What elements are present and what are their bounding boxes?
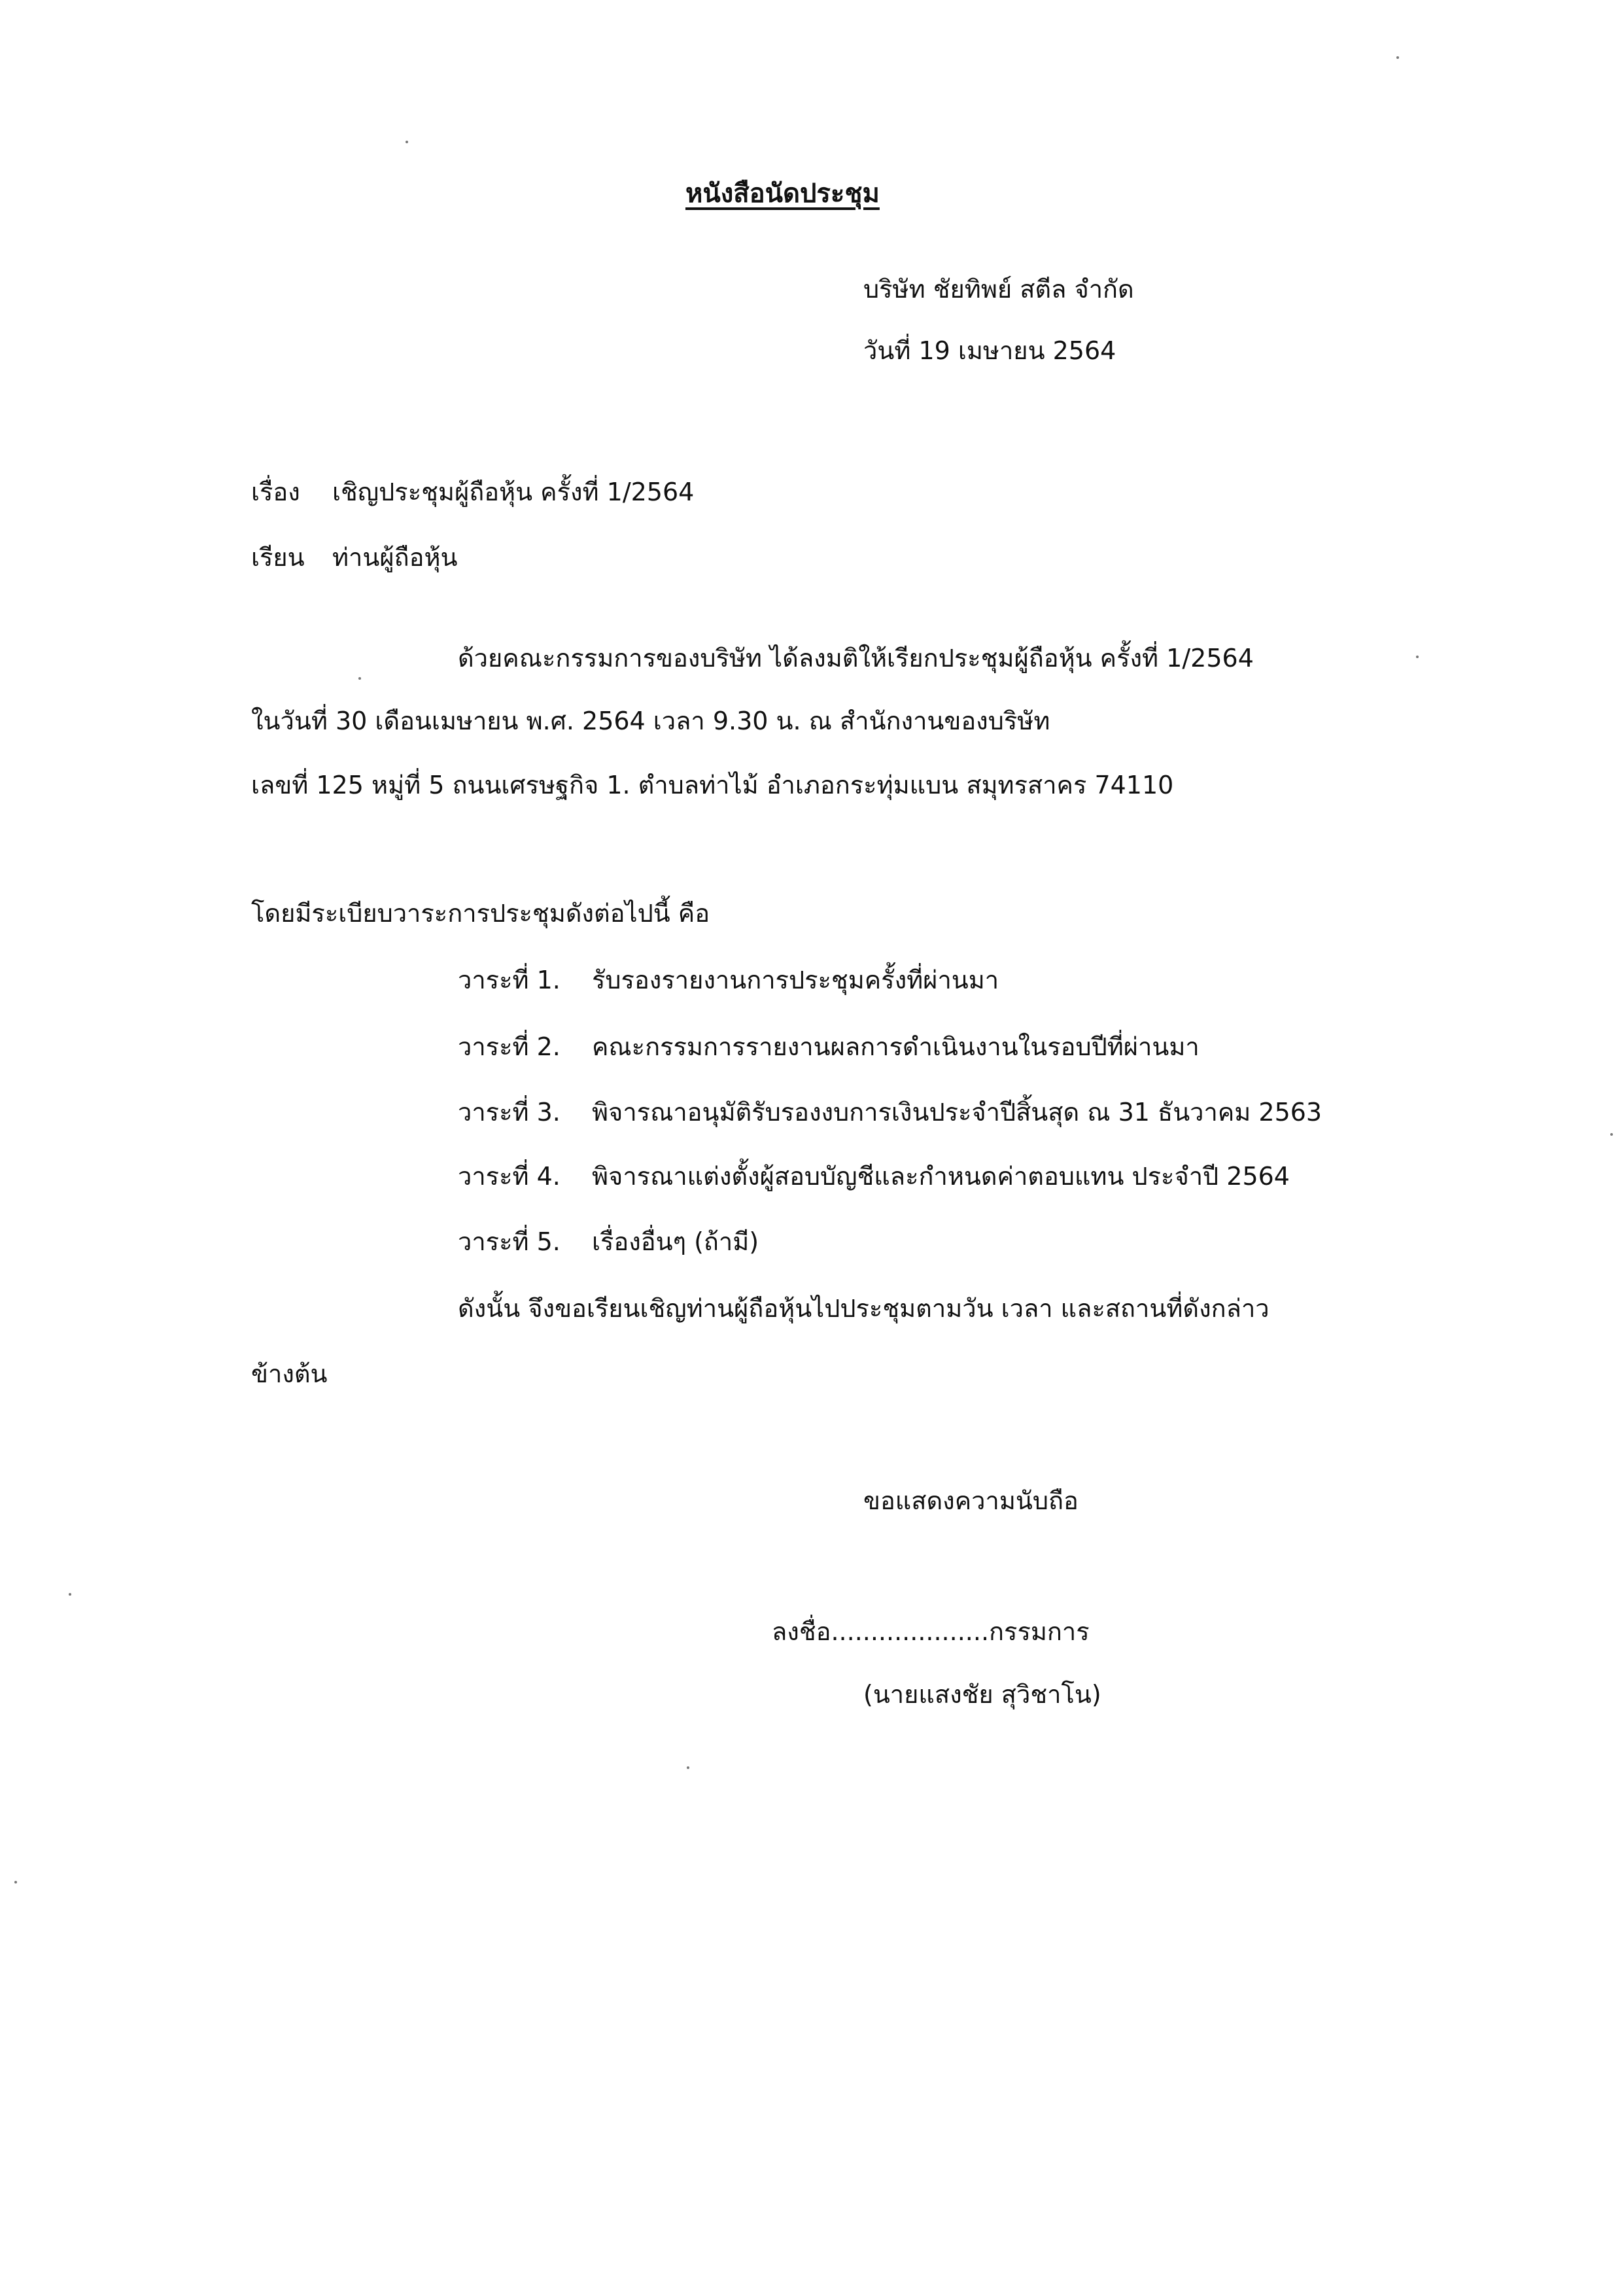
agenda-item (458, 964, 999, 996)
agenda-item (458, 1226, 759, 1257)
agenda-item-number: วาระที่ 3. (458, 1098, 561, 1127)
agenda-item (458, 1161, 1290, 1192)
signer-name: (นายแสงชัย สุวิชาโน) (863, 1680, 1101, 1709)
scan-speck (687, 1766, 689, 1769)
body-paragraph-line-2: ในวันที่ 30 เดือนเมษายน พ.ศ. 2564 เวลา 9.30 น. ณ สำนักงานของบริษัท (251, 707, 1050, 735)
document-date: วันที่ 19 เมษายน 2564 (863, 336, 1116, 365)
scan-speck (14, 1881, 17, 1883)
complimentary-close: ขอแสดงความนับถือ (863, 1486, 1079, 1515)
subject-value: เชิญประชุมผู้ถือหุ้น ครั้งที่ 1/2564 (332, 478, 695, 506)
agenda-item-text: เรื่องอื่นๆ (ถ้ามี) (592, 1227, 759, 1256)
agenda-item (458, 1096, 1322, 1128)
body-paragraph-line-3: เลขที่ 125 หมู่ที่ 5 ถนนเศรษฐกิจ 1. ตำบลท่าไม้ อำเภอกระทุ่มแบน สมุทรสาคร 74110 (251, 771, 1174, 799)
scan-speck (1610, 1133, 1613, 1136)
scan-speck (358, 677, 361, 680)
agenda-item-number: วาระที่ 1. (458, 966, 561, 994)
scan-speck (1396, 56, 1399, 59)
document-title: หนังสือนัดประชุม (685, 179, 880, 209)
scan-speck (1416, 656, 1419, 658)
subject-label: เรื่อง (251, 478, 300, 506)
agenda-item-text: คณะกรรมการรายงานผลการดำเนินงานในรอบปีที่ผ่านมา (592, 1032, 1200, 1061)
agenda-item-number: วาระที่ 4. (458, 1162, 561, 1191)
agenda-item-number: วาระที่ 2. (458, 1032, 561, 1061)
closing-paragraph-line-2: ข้างต้น (251, 1359, 328, 1388)
body-paragraph-line-1: ด้วยคณะกรรมการของบริษัท ได้ลงมติให้เรียกประชุมผู้ถือหุ้น ครั้งที่ 1/2564 (458, 644, 1254, 673)
agenda-intro: โดยมีระเบียบวาระการประชุมดังต่อไปนี้ คือ (251, 899, 710, 928)
agenda-item-text: พิจารณาแต่งตั้งผู้สอบบัญชีและกำหนดค่าตอบแทน ประจำปี 2564 (592, 1162, 1290, 1191)
agenda-item (458, 1031, 1200, 1062)
scan-speck (69, 1593, 71, 1596)
scan-speck (406, 141, 408, 143)
agenda-item-number: วาระที่ 5. (458, 1227, 561, 1256)
signature-line: ลงชื่อ....................กรรมการ (772, 1617, 1090, 1646)
recipient-label: เรียน (251, 543, 305, 572)
closing-paragraph-line-1: ดังนั้น จึงขอเรียนเชิญท่านผู้ถือหุ้นไปประชุมตามวัน เวลา และสถานที่ดังกล่าว (458, 1294, 1270, 1323)
recipient-value: ท่านผู้ถือหุ้น (332, 543, 458, 572)
company-name: บริษัท ชัยทิพย์ สตีล จำกัด (863, 275, 1134, 304)
agenda-item-text: พิจารณาอนุมัติรับรองงบการเงินประจำปีสิ้นสุด ณ 31 ธันวาคม 2563 (592, 1098, 1322, 1127)
agenda-item-text: รับรองรายงานการประชุมครั้งที่ผ่านมา (592, 966, 999, 994)
